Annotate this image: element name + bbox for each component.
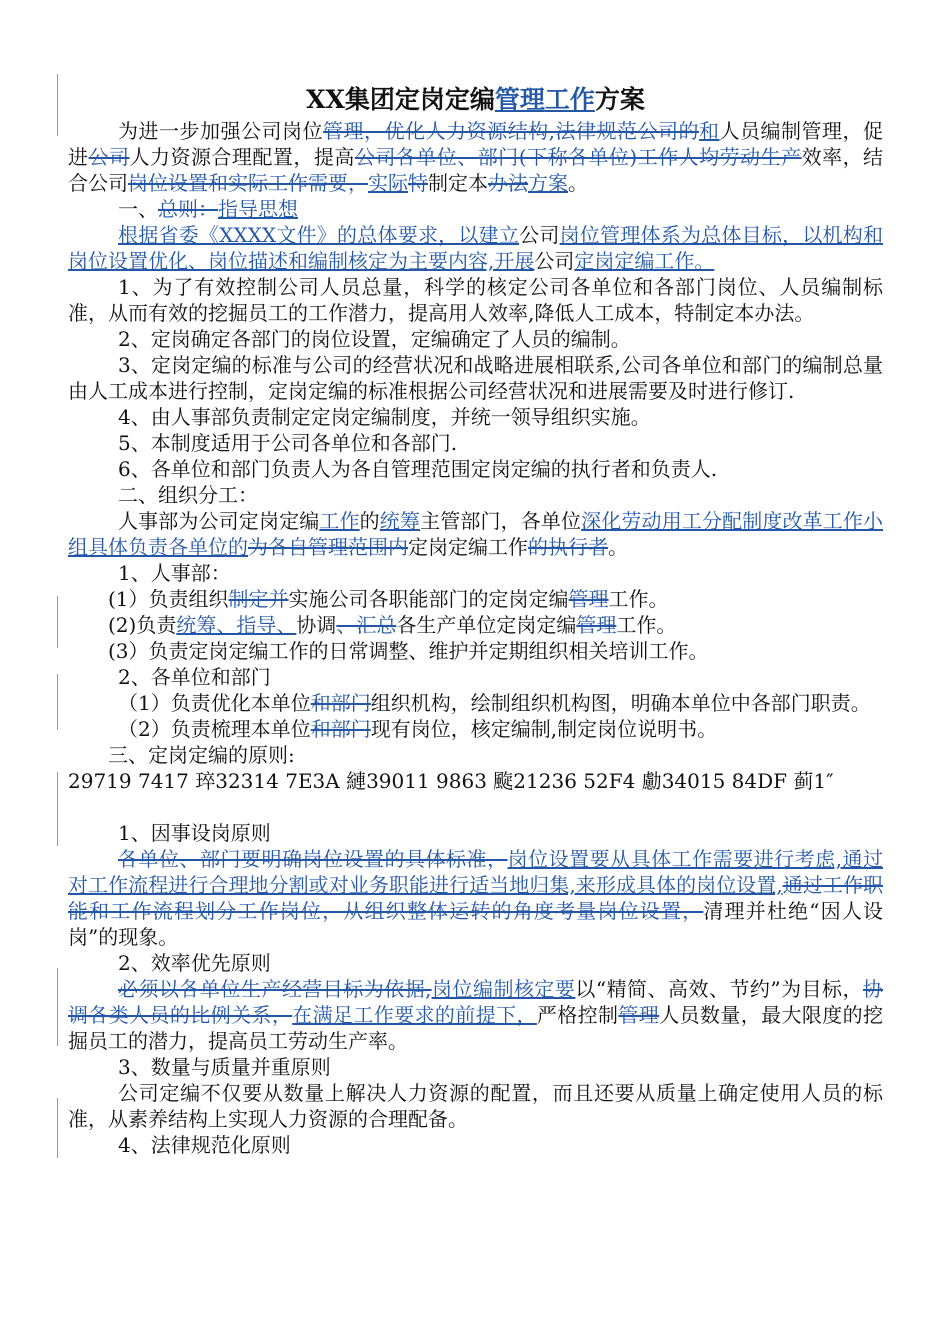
- paragraph: [68, 976, 883, 1054]
- text-run: 协调: [296, 613, 337, 637]
- inserted-text: 管理: [494, 85, 545, 114]
- inserted-text: 和: [698, 119, 720, 143]
- deleted-text: 管理: [618, 1003, 660, 1027]
- deleted-text: 办法: [488, 171, 528, 195]
- deleted-text: 和部门: [310, 691, 371, 715]
- inserted-text: 定岗定编工作。: [574, 249, 715, 273]
- section-heading: 二、组织分工：: [118, 483, 258, 507]
- change-bar: [57, 596, 58, 648]
- sub-heading: 1、因事设岗原则: [118, 821, 271, 845]
- text-run: 制定本: [428, 171, 488, 195]
- inserted-text: 工作: [319, 509, 360, 533]
- document-body: [68, 82, 883, 1158]
- inserted-text: 指导思想: [218, 197, 298, 221]
- text-run: 工作。: [608, 587, 669, 611]
- text-run: 人员编制管理，促进: [68, 119, 884, 169]
- paragraph: 5、本制度适用于公司各单位和各部门.: [118, 431, 458, 455]
- deleted-text: 特: [408, 171, 428, 195]
- inserted-text: 岗位设置要从具体工作需要进行考虑,通过对工作流程进行合理地分割或对业务职能进行适当地归集,来形成具体的岗位设置,: [68, 847, 884, 897]
- guiding-paragraph: [68, 222, 883, 274]
- inserted-text: 岗位管理体系为总体目标，以机构和岗位设置优化、岗位描述和编制核定为主要内容,开展: [68, 223, 884, 273]
- deleted-text: 通过工作职能和工作流程划分工作岗位，从组织整体运转的角度考量岗位设置，: [68, 873, 883, 923]
- text-run: 主管部门，各单位: [420, 509, 582, 533]
- text-run: 清理并杜绝“因人设岗”的现象。: [68, 899, 883, 949]
- text-run: (1）负责组织: [108, 587, 229, 611]
- text-run: 各生产单位定岗定编: [396, 613, 577, 637]
- list-item: [68, 612, 883, 638]
- sub-heading: 3、数量与质量并重原则: [118, 1055, 331, 1079]
- text-run: 以“精简、高效、节约”为目标，: [575, 977, 864, 1001]
- sub-heading: 2、各单位和部门: [118, 665, 271, 689]
- title-text: XX集团定岗定编: [306, 85, 495, 114]
- deleted-text: 岗位设置和实际工作需要，: [128, 171, 368, 195]
- text-run: 工作。: [616, 613, 677, 637]
- deleted-text: 、汇总: [336, 613, 397, 637]
- document-title: [68, 82, 883, 118]
- inserted-text: 统筹、指导、: [176, 613, 297, 637]
- text-run: 实施公司各职能部门的定岗定编: [288, 587, 569, 611]
- inserted-text: 根据省委《XXXX文件》的总体要求，以建立: [118, 223, 520, 247]
- deleted-text: 管理: [568, 587, 609, 611]
- change-bar: [57, 74, 58, 136]
- inserted-text: 实际: [368, 171, 408, 195]
- text-run: 人事部为公司定岗定编: [118, 509, 320, 533]
- text-run: 一、: [118, 197, 158, 221]
- paragraph: 2、定岗确定各部门的岗位设置，定编确定了人员的编制。: [118, 327, 631, 351]
- deleted-text: 和部门: [310, 717, 371, 741]
- text-run: 现有岗位，核定编制,制定岗位说明书。: [370, 717, 718, 741]
- code-line: 29719 7417 琗32314 7E3A 縺39011 9863 颴21236 52F4 勴34015 84DF 蓟1″: [68, 769, 834, 793]
- sub-heading: 1、人事部：: [118, 561, 231, 585]
- title-text: 方案: [594, 85, 645, 114]
- inserted-text: 深化劳动用工分配制度改革工作小组具体负责各单位的: [68, 509, 884, 559]
- deleted-text: 管理，优化人力资源结构,法律规范公司的: [323, 119, 699, 143]
- deleted-text: 的执行者: [528, 535, 608, 559]
- inserted-text: 在满足工作要求的前提下，: [292, 1003, 537, 1027]
- section-heading: 三、定岗定编的原则:: [108, 743, 295, 767]
- sub-heading: 2、效率优先原则: [118, 951, 271, 975]
- inserted-text: 方案: [528, 171, 568, 195]
- paragraph: 1、为了有效控制公司人员总量，科学的核定公司各单位和各部门岗位、人员编制标准，从而有效的挖掘员工的工作潜力，提高用人效率,降低人工成本，特制定本办法。: [68, 275, 883, 325]
- change-bar: [57, 968, 58, 1046]
- text-run: （2）负责梳理本单位: [118, 717, 311, 741]
- paragraph: 6、各单位和部门负责人为各自管理范围定岗定编的执行者和负责人.: [118, 457, 718, 481]
- text-run: 组织机构，绘制组织机构图，明确本单位中各部门职责。: [370, 691, 871, 715]
- change-bar: [57, 772, 58, 846]
- list-item: [68, 586, 883, 612]
- text-run: （1）负责优化本单位: [118, 691, 311, 715]
- paragraph: 公司定编不仅要从数量上解决人力资源的配置，而且还要从质量上确定使用人员的标准，从素养结构上实现人力资源的合理配备。: [68, 1081, 883, 1131]
- paragraph: 3、定岗定编的标准与公司的经营状况和战略进展相联系,公司各单位和部门的编制总量由人工成本进行控制，定岗定编的标准根据公司经营状况和进展需要及时进行修订.: [68, 353, 883, 403]
- text-run: 定岗定编工作: [408, 535, 528, 559]
- text-run: 公司: [519, 223, 560, 247]
- deleted-text: 管理: [576, 613, 617, 637]
- text-run: 为进一步加强公司岗位: [118, 119, 324, 143]
- deleted-text: 公司: [88, 145, 130, 169]
- inserted-text: 统筹: [379, 509, 421, 533]
- text-run: 。: [568, 171, 588, 195]
- text-run: 人力资源合理配置，提高: [129, 145, 355, 169]
- inserted-text: 工作: [544, 85, 595, 114]
- paragraph: 4、由人事部负责制定定岗定编制度，并统一领导组织实施。: [118, 405, 651, 429]
- paragraph: [68, 846, 883, 950]
- inserted-text: 岗位编制核定要: [431, 977, 576, 1001]
- text-run: 的: [359, 509, 380, 533]
- deleted-text: 协调各类人员的比例关系，: [68, 977, 884, 1027]
- deleted-text: 制定并: [228, 587, 289, 611]
- blank-line: [68, 794, 883, 820]
- change-bar: [57, 1098, 58, 1158]
- section-heading: [68, 196, 883, 222]
- list-item: [68, 716, 883, 742]
- text-run: 人员数量，最大限度的挖掘员工的潜力，提高员工劳动生产率。: [68, 1003, 884, 1053]
- paragraph: [68, 508, 883, 560]
- text-run: 公司: [534, 249, 575, 273]
- sub-heading: 4、法律规范化原则: [118, 1133, 291, 1157]
- deleted-text: 各单位、部门要明确岗位设置的具体标准，: [118, 847, 508, 871]
- deleted-text: 必须以各单位生产经营目标为依据,: [118, 977, 432, 1001]
- intro-paragraph: [68, 118, 883, 196]
- deleted-text: 公司各单位、部门(下称各单位)工作人均劳动生产: [354, 145, 802, 169]
- text-run: (2)负责: [108, 613, 177, 637]
- text-run: 。: [608, 535, 628, 559]
- deleted-text: 总则：: [158, 197, 218, 221]
- change-bar: [57, 674, 58, 730]
- text-run: 严格控制: [536, 1003, 619, 1027]
- deleted-text: 为各自管理范围内: [248, 535, 408, 559]
- list-item: [68, 690, 883, 716]
- text-run: 效率，结合公司: [68, 145, 884, 195]
- list-item: (3）负责定岗定编工作的日常调整、维护并定期组织相关培训工作。: [108, 639, 709, 663]
